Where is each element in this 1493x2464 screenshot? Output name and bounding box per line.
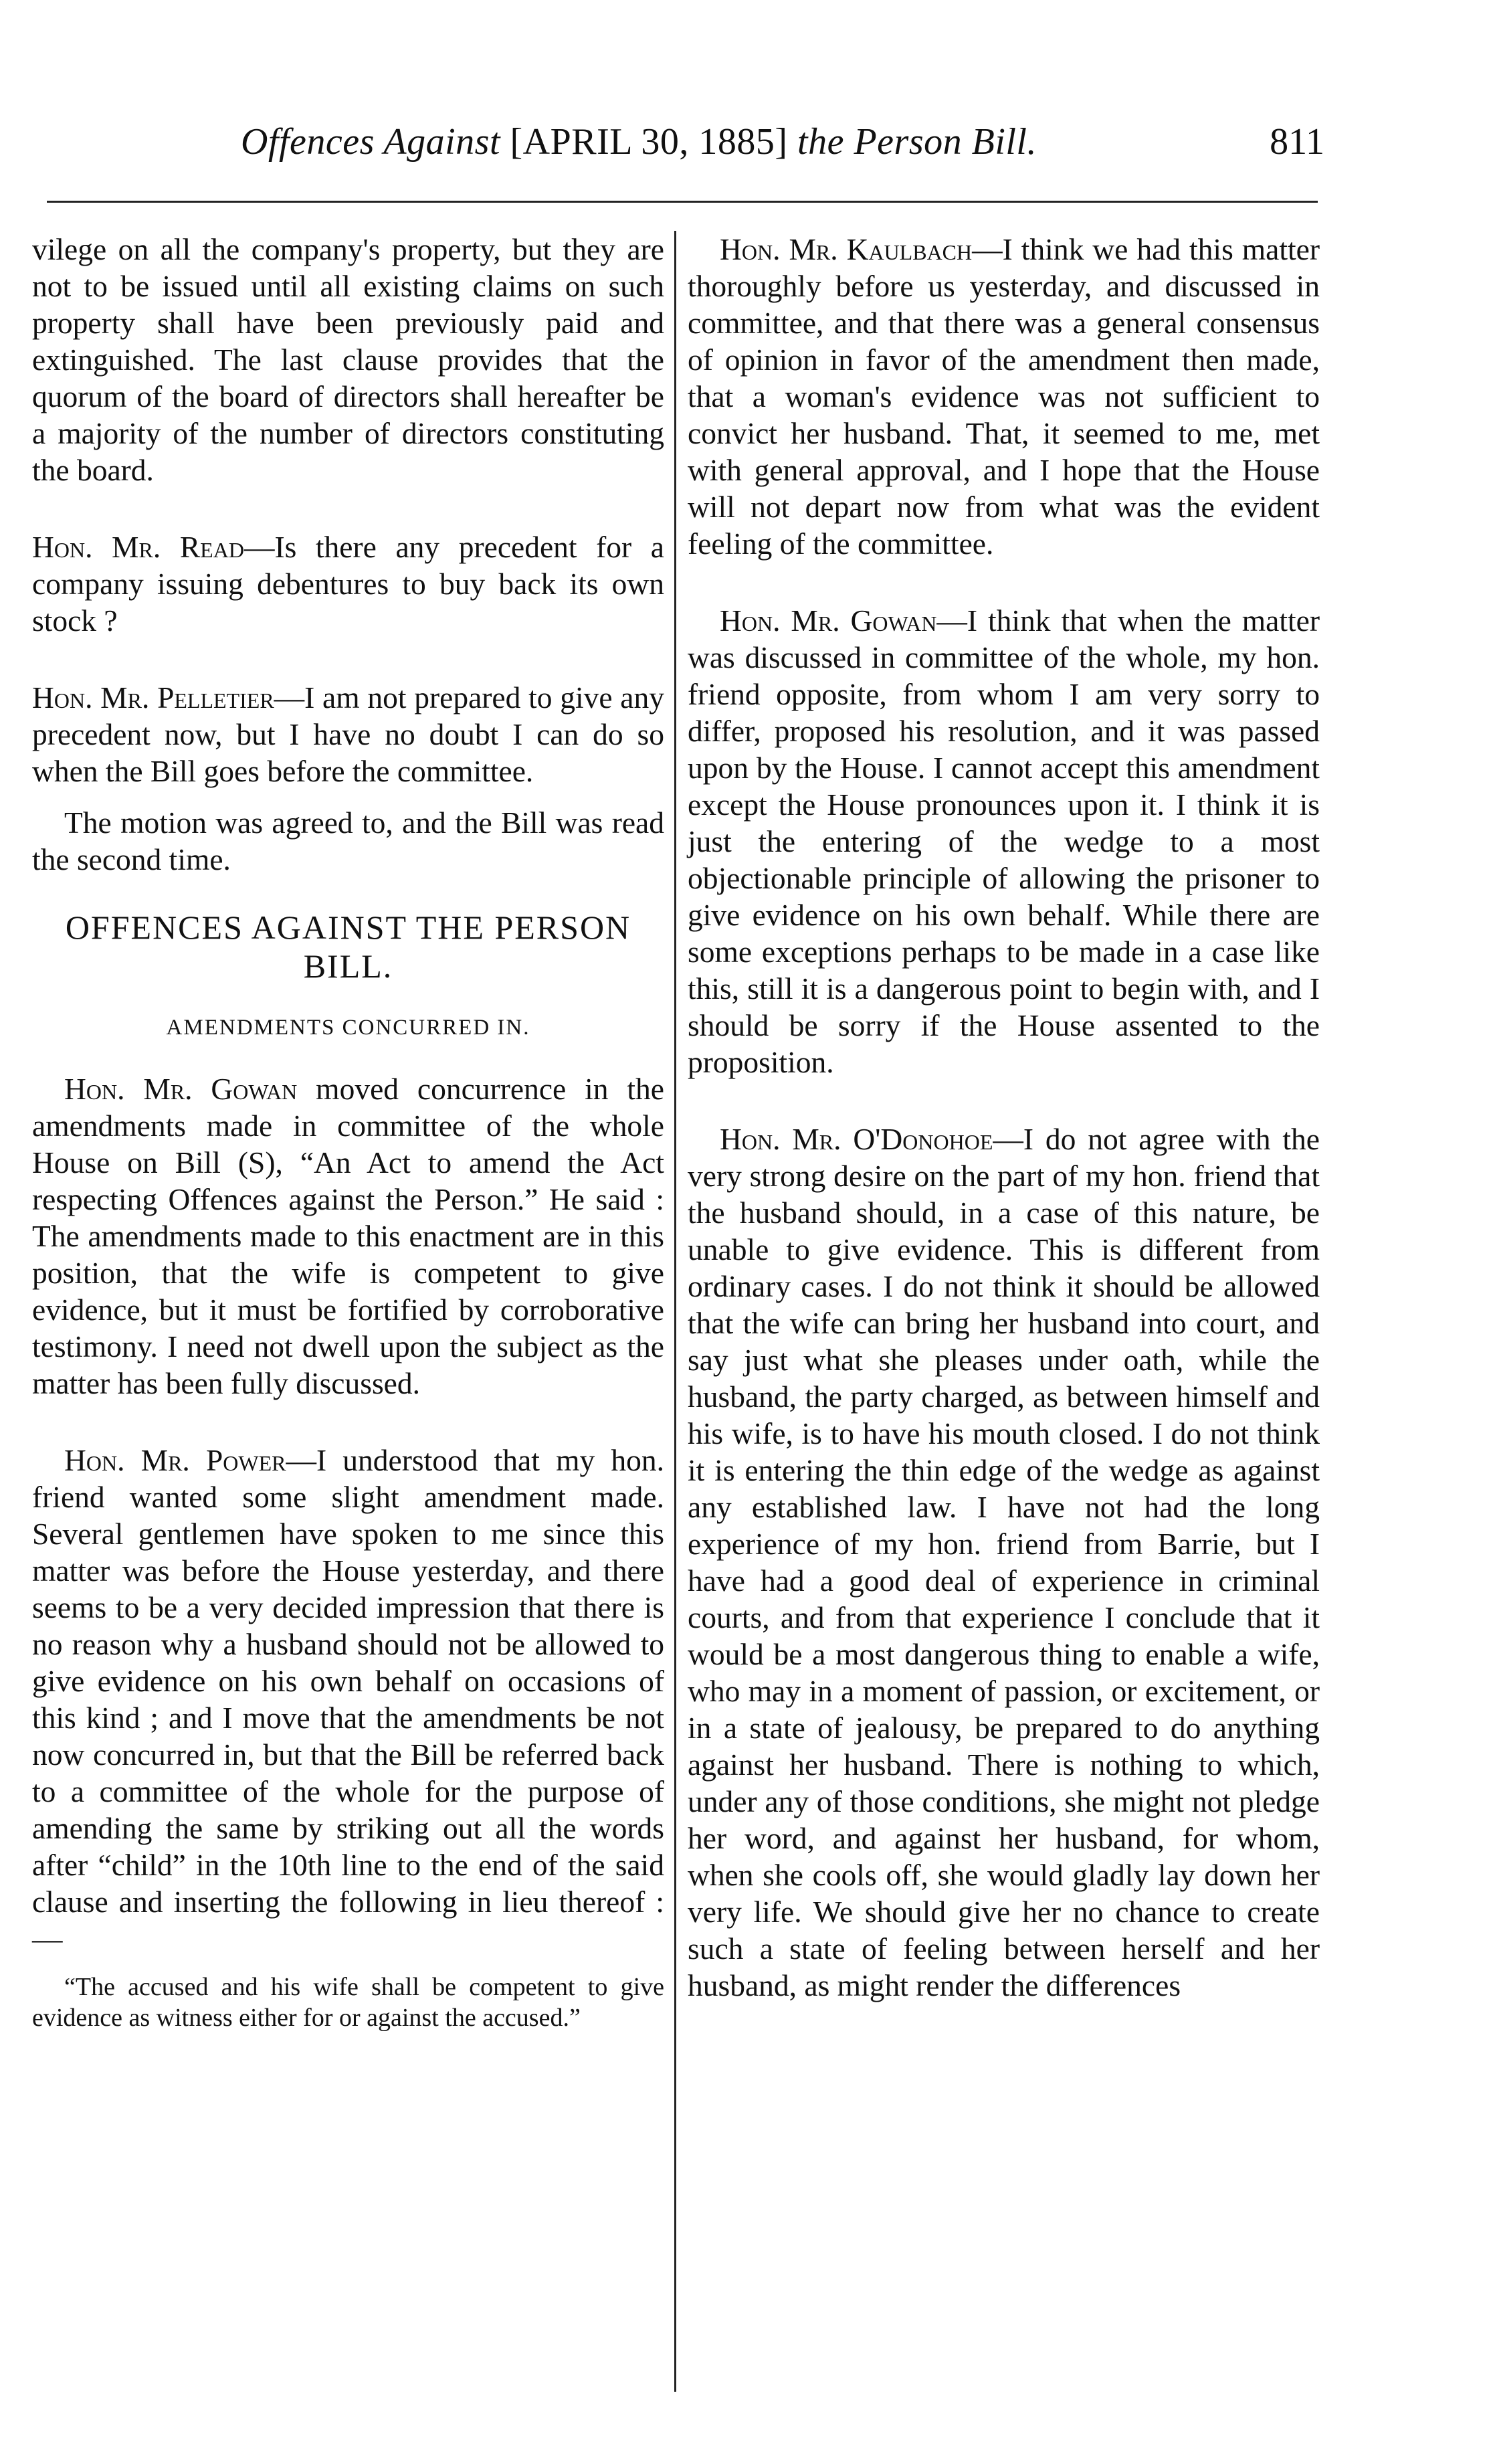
speech-paragraph	[688, 602, 1320, 1080]
running-header	[40, 114, 1324, 174]
speech-paragraph	[32, 1442, 664, 1957]
running-title	[40, 120, 1237, 163]
speaker-name: Hon. Mr. Pelletier	[32, 680, 274, 715]
speaker-name: Hon. Mr. Gowan	[720, 603, 937, 638]
speech-text: —I understood that my hon. friend wanted some slight amendment made. Several gentlemen have spoken to me since this matter was before the House yesterday, and there seems to be a very decided impression that there is no reason why a husband should not be allowed to give evidence on his own behalf on occasions of this kind ; and I move that the amendments be not now concurred in, but that the Bill be referred back to a committee of the whole for the purpose of amending the same by striking out all the words after “child” in the 10th line to the end of the said clause and inserting the following in lieu thereof :—	[32, 1443, 665, 1956]
speech-paragraph	[688, 1121, 1320, 2004]
speech-text: moved concurrence in the amendments made in committee of the whole House on Bill (S), “An Act to amend the Act respecting Offences against the Person.” He said : The amendments made to this enactment are in this position, that the wife is competent to give evidence, but it must be fortified by corroborative testimony. I need not dwell upon the subject as the matter has been fully discussed.	[32, 1072, 664, 1400]
speech-text: —Is there any precedent for a company issuing debentures to buy back its own stock ?	[32, 530, 665, 638]
paragraph: vilege on all the company's property, but they are not to be issued until all existing claims on such property shall have been previously paid and extinguished. The last clause provides that the quorum of the board of directors shall hereafter be a majority of the number of directors constituting the board.	[32, 232, 664, 487]
speech-paragraph	[688, 231, 1320, 562]
block-quote: “The accused and his wife shall be competent to give evidence as witness either for or against the accused.”	[32, 1973, 664, 2032]
speech-text: —I think we had this matter thoroughly before us yesterday, and discussed in committee, and that there was a general consensus of opinion in favor of the amendment then made, that a woman's evidence was not sufficient to convict her husband. That, it seemed to me, met with general approval, and I hope that the House will not depart now from what was the evident feeling of the committee.	[688, 232, 1320, 561]
right-column	[688, 231, 1320, 2004]
speech-text: —I think that when the matter was discussed in committee of the whole, my hon. friend opposite, from whom I am very sorry to differ, proposed his resolution, and it was passed upon by the House. I cannot accept this amendment except the House pronounces upon it. I think it is just the entering of the wedge to a most objectionable principle of allowing the prisoner to give evidence on his own behalf. While there are some exceptions perhaps to be made in a case like this, still it is a dangerous point to begin with, and I should be sorry if the House assented to the proposition.	[688, 603, 1320, 1079]
speaker-name: Hon. Mr. Gowan	[64, 1072, 298, 1106]
speaker-name: Hon. Mr. Power	[64, 1443, 286, 1477]
column-divider	[674, 231, 676, 2392]
speech-paragraph	[32, 679, 664, 789]
title-right: the Person Bill.	[797, 121, 1037, 163]
speaker-name: Hon. Mr. Kaulbach	[720, 232, 973, 266]
speech-paragraph	[32, 529, 664, 639]
speech-text: —I do not agree with the very strong desire on the part of my hon. friend that the husband should, in a case of this nature, be unable to give evidence. This is different from ordinary cases. I do not think it should be allowed that the wife can bring her husband into court, and say just what she pleases under oath, while the husband, the party charged, as between himself and his wife, is to have his mouth closed. I do not think it is entering the thin edge of the wedge as against any established law. I have not had the long experience of my hon. friend from Barrie, but I have had a good deal of experience in criminal courts, and from that experience I conclude that it would be a most dangerous thing to enable a wife, who may in a moment of passion, or excitement, or in a state of jealousy, be prepared to do anything against her husband. There is nothing to which, under any of those conditions, she might not pledge her word, and against her husband, for whom, when she cools off, she would gladly lay down her very life. We should give her no chance to create such a state of feeling between herself and her husband, as might render the differences	[688, 1122, 1320, 2002]
speaker-name: Hon. Mr. O'Donohoe	[720, 1122, 993, 1156]
title-left: Offences Against	[241, 121, 501, 163]
header-rule	[47, 201, 1318, 203]
section-heading: OFFENCES AGAINST THE PERSON BILL.	[65, 909, 631, 985]
speech-text: —I am not prepared to give any precedent now, but I have no doubt I can do so when the Bill goes before the committee.	[32, 680, 664, 788]
speaker-name: Hon. Mr. Read	[32, 530, 244, 564]
page-number: 811	[1270, 121, 1324, 163]
title-date: [APRIL 30, 1885]	[510, 121, 788, 163]
left-column	[32, 231, 664, 2033]
speech-paragraph	[32, 1070, 664, 1402]
paragraph: The motion was agreed to, and the Bill was read the second time.	[32, 805, 664, 876]
section-subheading: AMENDMENTS CONCURRED IN.	[166, 1016, 530, 1040]
